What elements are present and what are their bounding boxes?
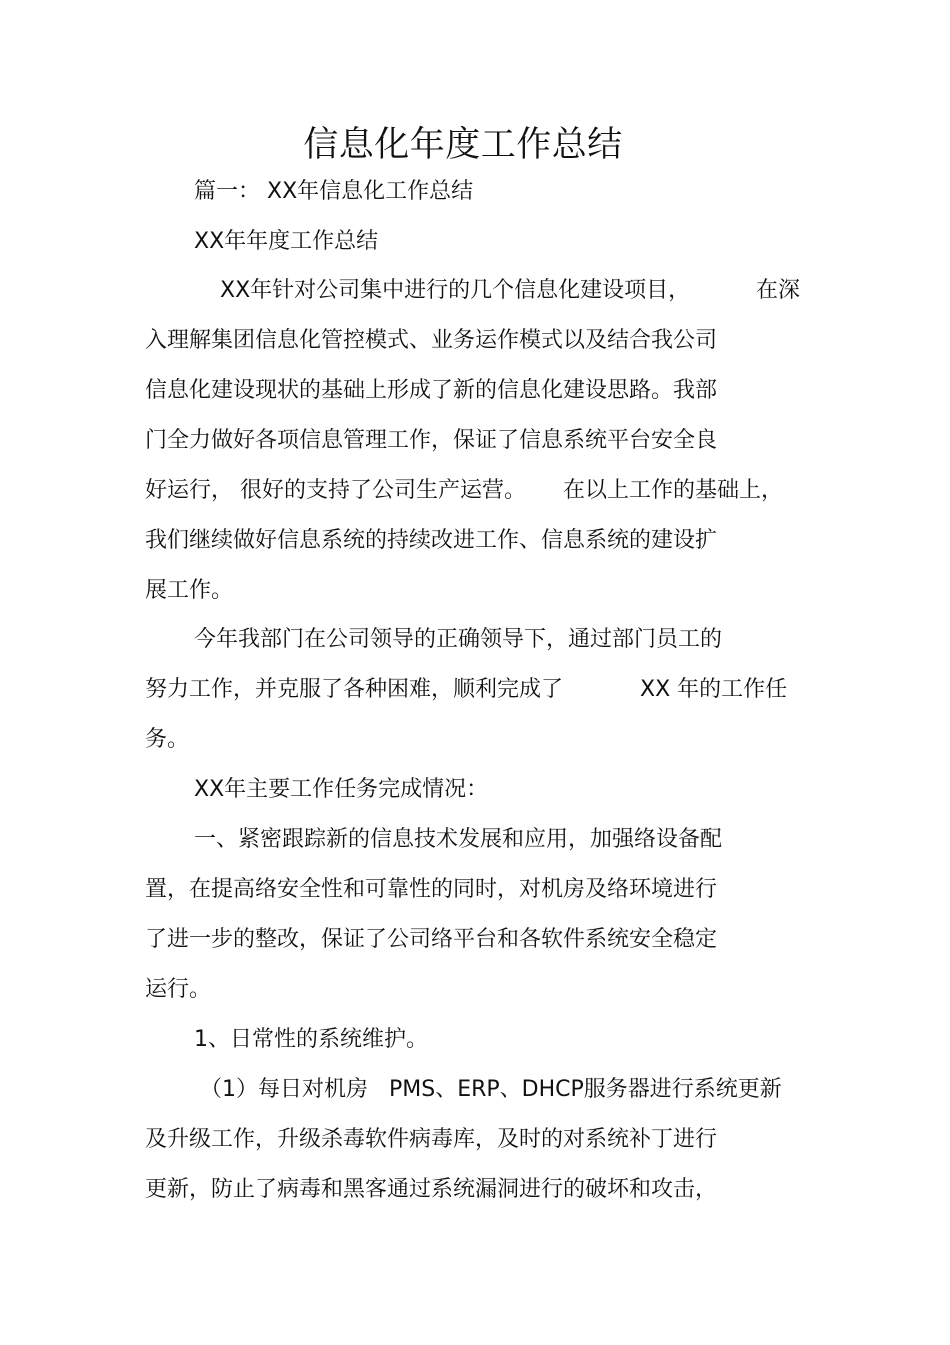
paragraph-line: XX 年的工作任 [640,677,788,702]
subheading: XX年年度工作总结 [194,229,379,254]
paragraph-line: 展工作。 [145,578,234,603]
paragraph-line: 我们继续做好信息系统的持续改进工作、信息系统的建设扩 [145,528,718,553]
paragraph-line: （1）每日对机房 [200,1077,368,1102]
paragraph-line: 一、紧密跟踪新的信息技术发展和应用，加强络设备配 [194,827,723,852]
paragraph-line: 门全力做好各项信息管理工作，保证了信息系统平台安全良 [145,428,718,453]
paragraph-line: 及升级工作，升级杀毒软件病毒库，及时的对系统补丁进行 [145,1127,718,1152]
paragraph-line: XX年针对公司集中进行的几个信息化建设项目， [220,278,691,303]
list-item-heading: 1、日常性的系统维护。 [194,1027,428,1052]
paragraph-line: 信息化建设现状的基础上形成了新的信息化建设思路。我部 [145,378,718,403]
document-title: 信息化年度工作总结 [303,125,623,165]
paragraph-line: 在深 [756,278,801,303]
paragraph-line: 在以上工作的基础上， [563,478,784,503]
paragraph-line: 努力工作，并克服了各种困难，顺利完成了 [145,677,564,702]
paragraph-line: 今年我部门在公司领导的正确领导下，通过部门员工的 [194,627,723,652]
paragraph-line: PMS、ERP、DHCP服务器进行系统更新 [389,1077,782,1102]
paragraph-line: 了进一步的整改，保证了公司络平台和各软件系统安全稳定 [145,927,718,952]
paragraph-line: 务。 [145,727,190,752]
paragraph-line: 入理解集团信息化管控模式、业务运作模式以及结合我公司 [145,328,718,353]
paragraph-line: 置，在提高络安全性和可靠性的同时，对机房及络环境进行 [145,877,718,902]
section-heading: 篇一： XX年信息化工作总结 [194,179,474,204]
paragraph-line: 运行。 [145,977,212,1002]
paragraph-line: 好运行， 很好的支持了公司生产运营。 [145,478,526,503]
section-heading: XX年主要工作任务完成情况： [194,777,489,802]
paragraph-line: 更新，防止了病毒和黑客通过系统漏洞进行的破坏和攻击， [145,1177,718,1202]
